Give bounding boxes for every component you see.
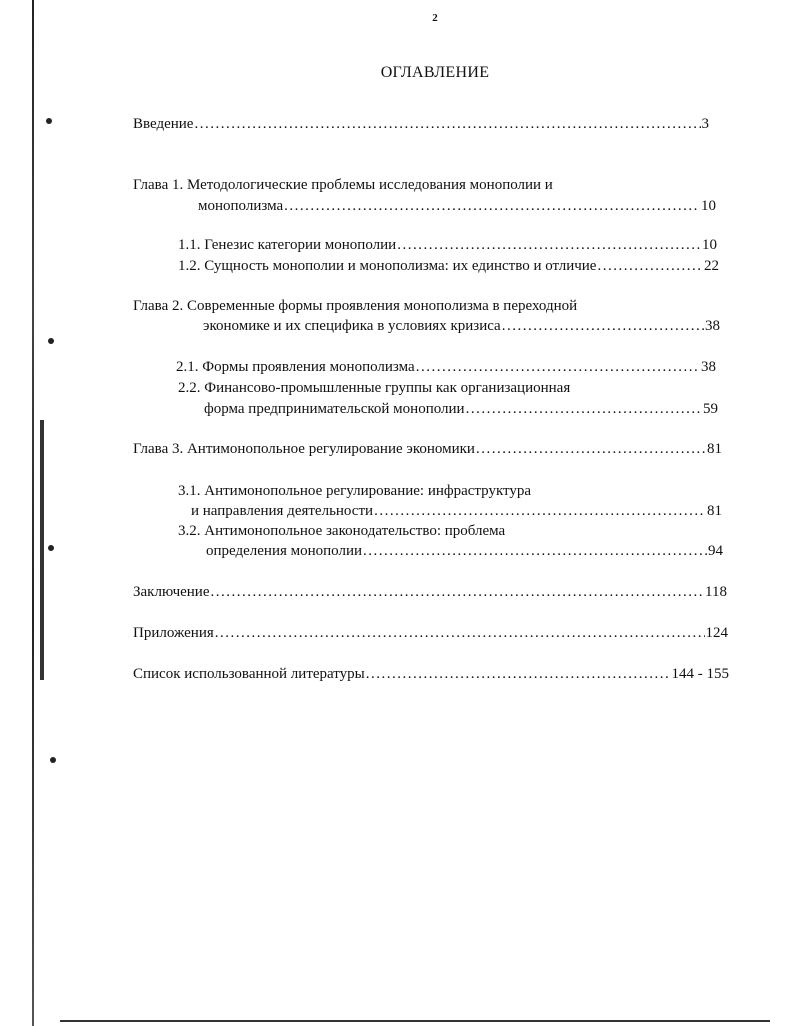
toc-entry-page: 81 <box>707 441 722 457</box>
page-number: 2 <box>432 12 438 24</box>
scan-punch-mark <box>48 338 54 344</box>
toc-entry-text: 1.2. Сущность монополии и монополизма: их единство и отличие <box>178 258 597 274</box>
toc-entry-section-2-2-line1: 2.2. Финансово-промышленные группы как организационная <box>178 380 571 396</box>
toc-entry-text: Заключение <box>133 584 210 600</box>
toc-entry-section-1-2 <box>178 256 719 276</box>
toc-leader-dots <box>374 501 706 521</box>
toc-entry-appendices <box>133 623 728 643</box>
toc-leader-dots <box>416 357 700 377</box>
toc-leader-dots <box>211 582 705 602</box>
toc-leader-dots <box>194 114 700 134</box>
toc-entry-page: 59 <box>703 401 718 417</box>
toc-entry-chapter2 <box>203 316 720 336</box>
toc-entry-page: 22 <box>704 258 719 274</box>
toc-entry-page: 10 <box>702 237 717 253</box>
toc-leader-dots <box>284 196 700 216</box>
toc-entry-chapter3 <box>133 439 722 459</box>
toc-entry-text: и направления деятельности <box>191 503 374 519</box>
toc-leader-dots <box>597 256 703 276</box>
toc-entry-page: 118 <box>705 584 727 600</box>
toc-title: ОГЛАВЛЕНИЕ <box>380 64 490 81</box>
toc-leader-dots <box>502 316 704 336</box>
toc-entry-text: Приложения <box>133 625 214 641</box>
toc-entry-chapter2-line1: Глава 2. Современные формы проявления монополизма в переходной <box>133 298 578 314</box>
toc-leader-dots <box>366 664 671 684</box>
toc-entry-page: 3 <box>701 116 709 132</box>
toc-entry-page: 94 <box>708 543 723 559</box>
toc-entry-section-2-2 <box>204 399 718 419</box>
toc-leader-dots <box>466 399 702 419</box>
scan-punch-mark <box>50 757 56 763</box>
toc-entry-page: 38 <box>705 318 720 334</box>
toc-entry-text: 2.1. Формы проявления монополизма <box>176 359 415 375</box>
toc-entry-section-3-1 <box>191 501 722 521</box>
toc-entry-text: определения монополии <box>206 543 363 559</box>
toc-leader-dots <box>363 541 707 561</box>
scan-edge-shadow <box>32 0 34 1026</box>
toc-entry-section-2-1 <box>176 357 716 377</box>
toc-entry-section-3-2-line1: 3.2. Антимонопольное законодательство: проблема <box>178 523 506 539</box>
toc-entry-text: Список использованной литературы <box>133 666 365 682</box>
toc-entry-conclusion <box>133 582 727 602</box>
toc-entry-section-3-2 <box>206 541 723 561</box>
toc-entry-text: Введение <box>133 116 194 132</box>
toc-entry-text: 1.1. Генезис категории монополии <box>178 237 397 253</box>
toc-entry-section-3-1-line1: 3.1. Антимонопольное регулирование: инфраструктура <box>178 483 532 499</box>
toc-entry-text: экономике и их специфика в условиях кризиса <box>203 318 501 334</box>
toc-entry-text: монополизма <box>198 198 284 214</box>
toc-entry-text: форма предпринимательской монополии <box>204 401 465 417</box>
toc-leader-dots <box>215 623 705 643</box>
scan-punch-mark <box>48 545 54 551</box>
toc-leader-dots <box>397 235 701 255</box>
toc-entry-page: 38 <box>701 359 716 375</box>
toc-leader-dots <box>476 439 706 459</box>
toc-entry-bibliography <box>133 664 729 684</box>
toc-entry-chapter1-line1: Глава 1. Методологические проблемы исследования монополии и <box>133 177 553 193</box>
scan-edge-shadow-thick <box>40 420 44 680</box>
toc-entry-page: 81 <box>707 503 722 519</box>
toc-entry-page: 144 - 155 <box>671 666 729 682</box>
toc-entry-chapter1 <box>198 196 716 216</box>
toc-entry-page: 10 <box>701 198 716 214</box>
toc-entry-page: 124 <box>705 625 728 641</box>
toc-entry-section-1-1 <box>178 235 717 255</box>
bottom-edge-line <box>60 1020 770 1022</box>
toc-entry-introduction <box>133 114 709 134</box>
toc-entry-text: Глава 3. Антимонопольное регулирование экономики <box>133 441 475 457</box>
scan-punch-mark <box>46 118 52 124</box>
